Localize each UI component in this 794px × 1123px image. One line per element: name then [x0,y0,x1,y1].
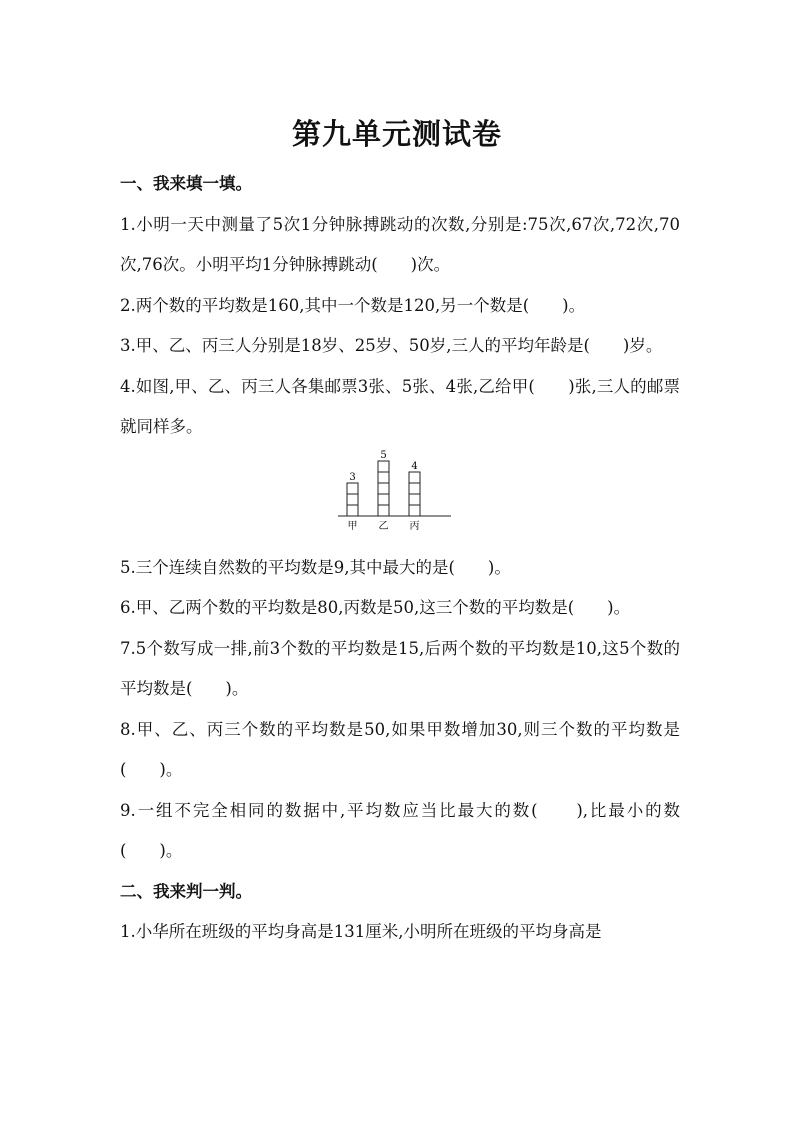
page-title: 第九单元测试卷 [291,117,502,151]
section-heading-judge: 二、我来判一判。 [120,881,252,901]
stamp-box [409,505,420,516]
question-1-4: 4.如图,甲、乙、丙三人各集邮票3张、5张、4张,乙给甲( )张,三人的邮票就同样多。 [120,376,680,436]
stamp-box [409,483,420,494]
question-1-1: 1.小明一天中测量了5次1分钟脉搏跳动的次数,分别是:75次,67次,72次,70次,76次。小明平均1分钟脉搏跳动( )次。 [120,214,680,274]
question-1-6: 6.甲、乙两个数的平均数是80,丙数是50,这三个数的平均数是( )。 [120,598,631,617]
stamp-count-label: 3 [349,471,356,483]
person-label: 乙 [378,520,389,532]
stamp-box [378,494,389,505]
worksheet-content [120,164,680,953]
stamp-box [378,461,389,472]
question-1-8: 8.甲、乙、丙三个数的平均数是50,如果甲数增加30,则三个数的平均数是( )。 [120,719,680,779]
stamp-count-label: 4 [411,460,418,472]
stamp-box [409,494,420,505]
person-label: 丙 [409,520,420,532]
stamp-box [378,505,389,516]
section-heading-fill: 一、我来填一填。 [120,174,252,193]
stamp-box [409,472,420,483]
question-1-7: 7.5个数写成一排,前3个数的平均数是15,后两个数的平均数是10,这5个数的平均数是( )。 [120,638,680,698]
stamp-box [347,494,358,505]
question-1-5: 5.三个连续自然数的平均数是9,其中最大的是( )。 [120,557,511,577]
stamp-box [347,483,358,494]
question-2-1: 1.小华所在班级的平均身高是131厘米,小明所在班级的平均身高是 [120,922,602,941]
stamp-count-label: 5 [380,449,387,461]
stamp-figure [120,448,680,548]
person-label: 甲 [347,520,358,532]
question-1-2: 2.两个数的平均数是160,其中一个数是120,另一个数是( )。 [120,295,586,315]
stamp-box [378,472,389,483]
question-1-9: 9.一组不完全相同的数据中,平均数应当比最大的数( ),比最小的数( )。 [120,800,680,860]
stamp-stack-diagram [333,448,453,538]
question-1-3: 3.甲、乙、丙三人分别是18岁、25岁、50岁,三人的平均年龄是( )岁。 [120,336,663,355]
stamp-box [347,505,358,516]
stamp-box [378,483,389,494]
